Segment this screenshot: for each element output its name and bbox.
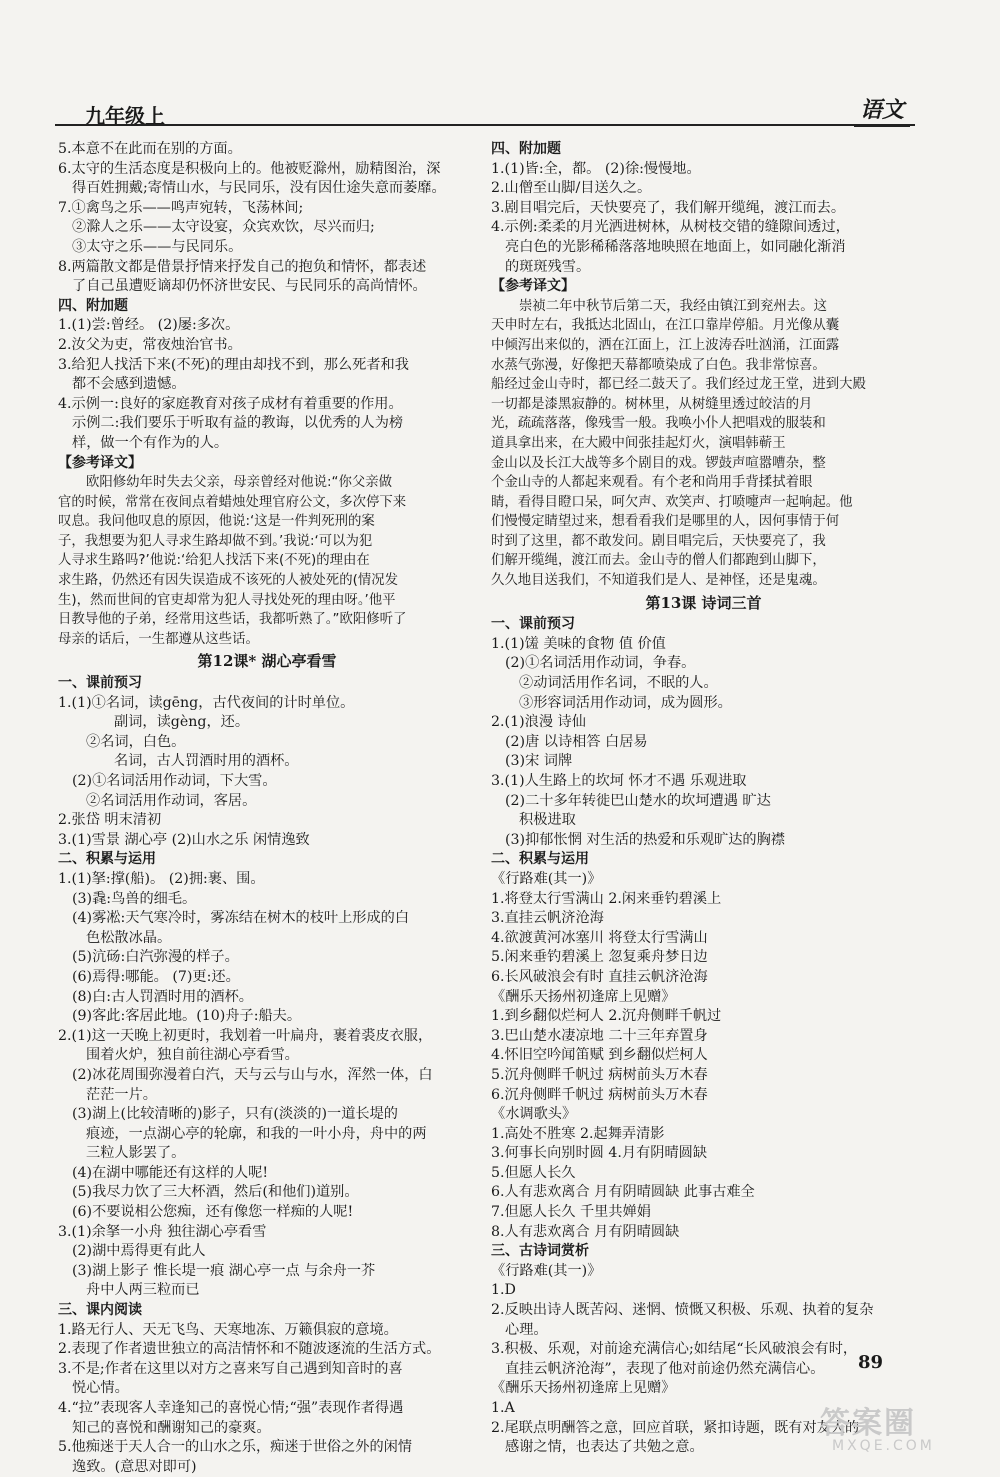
answer-line: (4)在湖中哪能还有这样的人呢! [72, 1164, 269, 1181]
answer-line: ②名词，白色。 [86, 733, 186, 750]
answer-line: 6.沉舟侧畔千帆过 病树前头万木春 [491, 1086, 708, 1103]
answer-line: 痕迹，一点湖心亭的轮廓，和我的一叶小舟，舟中的两 [86, 1125, 427, 1142]
answer-line: 6.长风破浪会有时 直挂云帆济沧海 [491, 968, 708, 985]
answer-line: 得百姓拥戴;寄情山水，与民同乐，没有因仕途失意而萎靡。 [72, 180, 446, 197]
answer-line: 副词，读gèng，还。 [114, 714, 250, 731]
answer-line: 2.(1)这一天晚上初更时，我划着一叶扁舟，裹着裘皮衣服， [58, 1027, 433, 1044]
answer-line: 4.示例:柔柔的月光洒进树林，从树枝交错的缝隙间透过， [491, 219, 850, 236]
answer-line: (8)白:古人罚酒时用的酒杯。 [72, 988, 253, 1005]
section-heading: 一、课前预习 [491, 616, 575, 633]
translation-line: 崇祯二年中秋节后第二天，我经由镇江到兖州去。这 [519, 298, 827, 314]
answer-line: 直挂云帆济沧海”，表现了他对前途仍然充满信心。 [505, 1360, 825, 1377]
translation-line: 光，疏疏落落，像残雪一般。我唤小仆人把唱戏的服装和 [491, 416, 826, 432]
translation-line: 道具拿出来，在大殿中间张挂起灯火，演唱韩蕲王 [491, 435, 786, 451]
answer-line: 亮白色的光影稀稀落落地映照在地面上，如同融化渐消 [505, 238, 846, 255]
answer-line: 3.积极、乐观，对前途充满信心;如结尾“长风破浪会有时， [491, 1341, 858, 1358]
answer-line: 感谢之情，也表达了共勉之意。 [505, 1439, 704, 1456]
answer-line: 5.但愿人长久 [491, 1164, 576, 1181]
answer-line: (5)沆砀:白汽弥漫的样子。 [72, 949, 239, 966]
answer-line: 2.山僧至山脚/目送久之。 [491, 180, 652, 197]
answer-line: (9)客此:客居此地。(10)舟子:船夫。 [72, 1008, 302, 1025]
answer-line: 色松散冰晶。 [86, 929, 172, 946]
answer-line: 4.怀旧空吟闻笛赋 到乡翻似烂柯人 [491, 1047, 708, 1064]
answer-line: 2.张岱 明末清初 [58, 812, 162, 829]
answer-line: ②滁人之乐——太守设宴，众宾欢饮，尽兴而归; [72, 219, 375, 236]
answer-line: 4.示例一:良好的家庭教育对孩子成材有着重要的作用。 [58, 395, 403, 412]
answer-line: 3.何事长向别时圆 4.月有阴晴圆缺 [491, 1145, 708, 1162]
answer-line: (6)不要说相公您痴，还有像您一样痴的人呢! [72, 1204, 354, 1221]
page-number: 89 [858, 1352, 884, 1373]
answer-line: 6.人有悲欢离合 月有阴晴圆缺 此事古难全 [491, 1184, 755, 1201]
answer-line: 示例二:我们要乐于听取有益的教诲，以优秀的人为榜 [72, 415, 404, 432]
answer-line: 1.到乡翻似烂柯人 2.沉舟侧畔千帆过 [491, 1008, 722, 1025]
left-column [58, 140, 476, 1477]
right-column [491, 140, 916, 1458]
answer-line: (2)①名词活用作动词，下大雪。 [72, 773, 277, 789]
answer-line: 都不会感到遗憾。 [72, 376, 186, 393]
section-heading: 【参考译文】 [491, 278, 575, 295]
answer-line: 1.(1)馐 美味的食物 值 价值 [491, 635, 666, 652]
answer-line: 2.表现了作者遗世独立的高洁情怀和不随波逐流的生活方式。 [58, 1341, 441, 1358]
answer-line: 围着火炉，独自前往湖心亭看雪。 [86, 1047, 299, 1064]
answer-line: 1.A [491, 1400, 515, 1416]
answer-line: (2)湖中焉得更有此人 [72, 1243, 206, 1260]
section-heading: 二、积累与运用 [491, 851, 589, 868]
watermark-logo: 答案圈 [820, 1406, 916, 1441]
translation-line: 金山以及长江大战等多个剧目的戏。锣鼓声喧嚣嘈杂，整 [491, 455, 826, 471]
translation-line: 们解开缆绳，渡江而去。金山寺的僧人们都跑到山脚下， [491, 553, 826, 569]
answer-line: 1.将登太行雪满山 2.闲来垂钓碧溪上 [491, 890, 722, 907]
answer-line: 逸致。(意思对即可) [72, 1458, 197, 1475]
translation-line: 船经过金山寺时，都已经二鼓天了。我们经过龙王堂，进到大殿 [491, 377, 866, 393]
section-heading: 四、附加题 [58, 297, 128, 314]
answer-line: 《行路难(其一)》 [491, 1262, 602, 1279]
translation-line: 日教导他的子弟，经常用这些话，我都听熟了。”欧阳修听了 [58, 612, 407, 628]
answer-line: 3.给犯人找活下来(不死)的理由却找不到，那么死者和我 [58, 356, 409, 373]
answer-line: 3.(1)人生路上的坎坷 怀才不遇 乐观进取 [491, 773, 747, 789]
section-heading: 【参考译文】 [58, 454, 142, 471]
translation-line: 天申时左右，我抵达北固山，在江口靠岸停船。月光像从囊 [491, 318, 840, 334]
answer-line: 三粒人影罢了。 [86, 1145, 186, 1162]
answer-line: 名词，古人罚酒时用的酒杯。 [114, 753, 299, 770]
answer-line: 8.人有悲欢离合 月有阴晴圆缺 [491, 1223, 680, 1240]
translation-line: 官的时候，常常在夜间点着蜡烛处理官府公文，多次停下来 [58, 494, 407, 510]
subject-label: 语文 [854, 93, 910, 127]
section-heading: 三、课内阅读 [58, 1302, 142, 1319]
answer-line: 《酬乐天扬州初逢席上见赠》 [491, 988, 676, 1005]
grade-label: 九年级上 [85, 104, 165, 128]
answer-line: 2.汝父为吏，常夜烛治官书。 [58, 336, 242, 353]
translation-line: 们慢慢定睛望过来，想看看我们是哪里的人，因何事情于何 [491, 514, 840, 530]
answer-line: 1.D [491, 1282, 516, 1299]
translation-line: 睛，看得目瞪口呆，呵欠声、欢笑声、打喷嚏声一起响起。他 [491, 494, 853, 510]
answer-line: 积极进取 [519, 812, 576, 829]
answer-line: 1.路无行人、天无飞鸟、天寒地冻、万籁俱寂的意境。 [58, 1321, 398, 1338]
answer-line: 5.本意不在此而在别的方面。 [58, 141, 242, 157]
header-divider [55, 124, 915, 126]
answer-line: 样，做一个有作为的人。 [72, 434, 229, 451]
answer-line: 5.他痴迷于天人合一的山水之乐，痴迷于世俗之外的闲情 [58, 1439, 413, 1456]
answer-line: 7.①禽鸟之乐——鸣声宛转，飞荡林间; [58, 199, 304, 216]
answer-line: ②动词活用作名词，不眠的人。 [519, 675, 718, 692]
section-heading: 二、积累与运用 [58, 851, 156, 868]
answer-line: 8.两篇散文都是借景抒情来抒发自己的抱负和情怀，都表述 [58, 258, 427, 275]
answer-line: (2)①名词活用作动词，争春。 [505, 655, 696, 672]
translation-line: 人寻求生路吗?’他说:‘给犯人找活下来(不死)的理由在 [58, 553, 370, 569]
answer-line: (3)湖上影子 惟长堤一痕 湖心亭一点 与余舟一芥 [72, 1262, 376, 1279]
answer-line: ②名词活用作动词，客居。 [86, 792, 257, 809]
answer-line: (3)宋 词牌 [505, 753, 573, 770]
answer-line: 舟中人两三粒而已 [86, 1282, 200, 1299]
lesson-title: 第13课 诗词三首 [645, 593, 762, 612]
answer-line: 3.直挂云帆济沧海 [491, 910, 604, 927]
answer-line: 《水调歌头》 [491, 1106, 577, 1123]
answer-line: 1.高处不胜寒 2.起舞弄清影 [491, 1125, 665, 1142]
answer-line: 5.沉舟侧畔千帆过 病树前头万木春 [491, 1066, 708, 1083]
answer-line: 的斑斑残雪。 [505, 258, 591, 275]
answer-line: ③形容词活用作动词，成为圆形。 [519, 694, 732, 711]
answer-line: 7.但愿人长久 千里共婵娟 [491, 1204, 651, 1221]
answer-line: (5)我尽力饮了三大杯酒，然后(和他们)道别。 [72, 1184, 359, 1201]
translation-line: 叹息。我问他叹息的原因，他说:‘这是一件判死刑的案 [58, 514, 375, 530]
answer-line: (2)冰花周围弥漫着白汽，天与云与山与水，浑然一体，白 [72, 1066, 433, 1083]
translation-line: 生)，然而世间的官吏却常为犯人寻找处死的理由呀。’他平 [58, 592, 396, 608]
answer-line: 6.太守的生活态度是积极向上的。他被贬滁州，励精图治，深 [58, 160, 441, 177]
translation-line: 久久地目送我们，不知道我们是人、是神怪，还是鬼魂。 [491, 573, 826, 589]
answer-line: 《酬乐天扬州初逢席上见赠》 [491, 1380, 676, 1397]
translation-line: 欧阳修幼年时失去父亲，母亲曾经对他说:“你父亲做 [86, 475, 393, 491]
answer-line: 3.(1)余拏一小舟 独往湖心亭看雪 [58, 1223, 267, 1240]
answer-line: (2)二十多年转徙巴山楚水的坎坷遭遇 旷达 [505, 792, 771, 809]
answer-line: 2.反映出诗人既苦闷、迷惘、愤慨又积极、乐观、执着的复杂 [491, 1302, 874, 1319]
answer-line: 《行路难(其一)》 [491, 870, 602, 887]
section-heading: 四、附加题 [491, 141, 561, 157]
answer-line: 1.(1)①名词，读gēng，古代夜间的计时单位。 [58, 694, 355, 711]
answer-line: 4.“拉”表现客人幸逢知己的喜悦心情;“强”表现作者得遇 [58, 1400, 404, 1416]
answer-line: 了自己虽遭贬谪却仍怀济世安民、与民同乐的高尚情怀。 [72, 278, 427, 295]
answer-line: 心理。 [505, 1321, 548, 1338]
answer-line: 3.剧目唱完后，天快要亮了，我们解开缆绳，渡江而去。 [491, 199, 846, 216]
answer-line: 茫茫一片。 [86, 1086, 157, 1103]
answer-line: 1.(1)皆:全，都。 (2)徐:慢慢地。 [491, 160, 701, 177]
answer-line: (6)焉得:哪能。 (7)更:还。 [72, 968, 240, 985]
answer-line: 3.(1)雪景 湖心亭 (2)山水之乐 闲情逸致 [58, 831, 310, 848]
watermark-url: MXQE.COM [832, 1438, 935, 1454]
translation-line: 个金山寺的人都起来观看。有个老和尚用手背揉拭着眼 [491, 475, 813, 491]
answer-line: (3)抑郁怅惘 对生活的热爱和乐观旷达的胸襟 [505, 831, 785, 848]
answer-line: (3)毳:鸟兽的细毛。 [72, 890, 197, 907]
answer-line: 2.(1)浪漫 诗仙 [491, 714, 586, 731]
answer-line: (2)唐 以诗相答 白居易 [505, 733, 648, 750]
translation-line: 母亲的话后，一生都遵从这些话。 [58, 631, 259, 647]
answer-line: ③太守之乐——与民同乐。 [72, 238, 243, 255]
answer-line: 5.闲来垂钓碧溪上 忽复乘舟梦日边 [491, 949, 708, 966]
translation-line: 水蒸气弥漫，好像把天幕都喷染成了白色。我非常惊喜。 [491, 357, 826, 373]
answer-line: 1.(1)拏:撑(船)。 (2)拥:裹、围。 [58, 870, 265, 887]
answer-line: 知己的喜悦和酬谢知己的豪爽。 [72, 1419, 271, 1436]
answer-line: (4)雾凇:天气寒冷时，雾冻结在树木的枝叶上形成的白 [72, 910, 410, 927]
section-heading: 一、课前预习 [58, 675, 142, 692]
answer-line: 2.尾联点明酬答之意，回应首联，紧扣诗题，既有对友人的 [491, 1419, 860, 1436]
translation-line: 一切都是漆黑寂静的。树林里，从树缝里透过皎洁的月 [491, 396, 813, 412]
translation-line: 求生路，仍然还有因失误造成不该死的人被处死的(情况发 [58, 573, 398, 589]
section-heading: 三、古诗词赏析 [491, 1243, 589, 1260]
answer-line: 1.(1)尝:曾经。 (2)屡:多次。 [58, 317, 240, 334]
answer-line: 3.不是;作者在这里以对方之喜来写自己遇到知音时的喜 [58, 1360, 403, 1377]
answer-line: (3)湖上(比较清晰的)影子，只有(淡淡的)一道长堤的 [72, 1106, 398, 1123]
translation-line: 子，我想要为犯人寻求生路却做不到。’我说:‘可以为犯 [58, 533, 373, 549]
answer-line: 4.欲渡黄河冰塞川 将登太行雪满山 [491, 929, 708, 946]
answer-line: 3.巴山楚水凄凉地 二十三年弃置身 [491, 1027, 708, 1044]
translation-line: 时到了这里，都不敢发问。剧目唱完后，天快要亮了，我 [491, 533, 826, 549]
answer-line: 悦心情。 [72, 1380, 129, 1397]
translation-line: 中倾泻出来似的，洒在江面上，江上波涛吞吐汹涌，江面露 [491, 337, 840, 353]
lesson-title: 第12课* 湖心亭看雪 [197, 652, 337, 671]
